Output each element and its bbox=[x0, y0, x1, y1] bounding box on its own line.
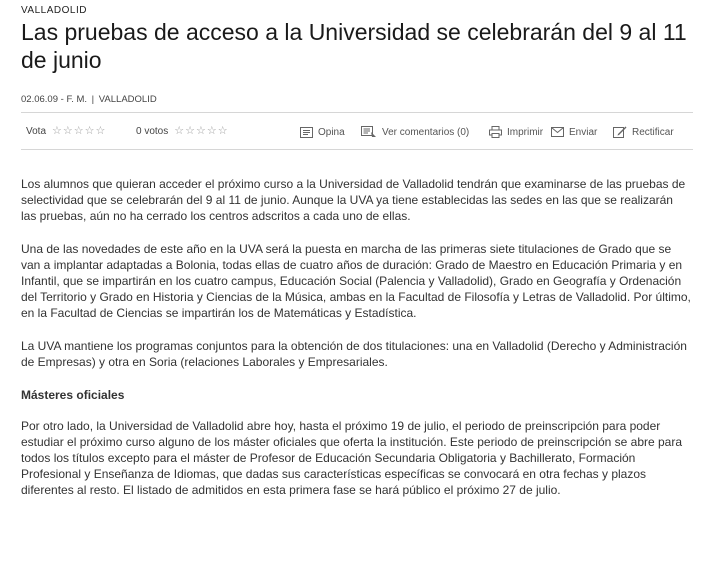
section-tag[interactable]: VALLADOLID bbox=[21, 5, 87, 16]
star-icon[interactable]: ☆ bbox=[52, 125, 62, 137]
byline bbox=[21, 94, 157, 105]
star-icon[interactable]: ☆ bbox=[73, 125, 84, 137]
star-icon: ☆ bbox=[196, 125, 206, 137]
star-icon: ☆ bbox=[206, 125, 217, 137]
print-icon bbox=[489, 126, 502, 138]
votes-count: 0 votos bbox=[136, 125, 169, 137]
byline-dash: - bbox=[60, 94, 64, 105]
vote-rating bbox=[26, 125, 106, 137]
headline: Las pruebas de acceso a la Universidad se celebrarán del 9 al 11 de junio bbox=[21, 19, 687, 73]
publish-date: 02.06.09 bbox=[21, 94, 58, 105]
send-button[interactable] bbox=[551, 127, 613, 138]
paragraph-2: Una de las novedades de este año en la UVA será la puesta en marcha de las primeras siete titulaciones de Grado que se van a implantar adaptadas a Bolonia, todas ellas de cuatro años de duración: Grado de Maestro en Educación Primaria y en Infantil, que se impartirán en los cuatro campus, Educación Social (Palencia y Valladolid), Grado en Geografía y Ordenación del Territorio y Grado en Historia y Ciencias de la Música, ambas en la Facultad de Filosofía y Letras de Valladolid. Por último, en la Facultad de Ciencias se impartirán los de Matemáticas y Estadística. bbox=[21, 242, 691, 320]
bottom-divider bbox=[21, 149, 693, 150]
vote-label: Vota bbox=[26, 125, 47, 137]
opina-button[interactable] bbox=[300, 127, 361, 138]
subheading-masters: Másteres oficiales bbox=[21, 388, 125, 402]
star-icon[interactable]: ☆ bbox=[84, 125, 95, 137]
vote-stars bbox=[52, 125, 106, 137]
comments-list-icon bbox=[361, 126, 377, 138]
opina-label: Opina bbox=[318, 126, 345, 138]
edit-icon bbox=[613, 126, 627, 138]
average-stars bbox=[174, 125, 228, 137]
star-icon: ☆ bbox=[185, 125, 195, 137]
paragraph-3: La UVA mantiene los programas conjuntos para la obtención de dos titulaciones: una en Valladolid (Derecho y Administración de Empresas) y otra en Soria (relaciones Laborales y Empresariales. bbox=[21, 339, 687, 369]
star-icon: ☆ bbox=[174, 125, 185, 137]
print-button[interactable] bbox=[489, 126, 551, 138]
send-label: Enviar bbox=[569, 126, 598, 138]
location: VALLADOLID bbox=[98, 94, 157, 105]
paragraph-4: Por otro lado, la Universidad de Valladolid abre hoy, hasta el próximo 19 de julio, el periodo de preinscripción para poder estudiar el próximo curso alguno de los máster oficiales que oferta la institución. Este periodo de preinscripción se abre para todos los títulos excepto para el máster de Profesor de Educación Secundaria Obligatoria y Bachillerato, Formación Profesional y Enseñanza de Idiomas, que dadas sus características específicas se convocará en otra fechas y plazos diferentes al resto. El listado de admitidos en esta primera fase se hará público el próximo 27 de julio. bbox=[21, 419, 683, 497]
print-label: Imprimir bbox=[507, 126, 544, 138]
article-body bbox=[21, 176, 691, 515]
star-icon[interactable]: ☆ bbox=[95, 125, 106, 137]
comment-icon bbox=[300, 127, 313, 138]
star-icon[interactable]: ☆ bbox=[62, 125, 73, 137]
average-rating bbox=[136, 125, 229, 137]
author: F. M. bbox=[66, 94, 88, 105]
rectify-button[interactable] bbox=[613, 126, 693, 138]
rectify-label: Rectificar bbox=[632, 126, 674, 138]
top-divider bbox=[21, 112, 693, 113]
view-comments-button[interactable] bbox=[361, 126, 489, 138]
envelope-icon bbox=[551, 127, 564, 137]
star-icon: ☆ bbox=[217, 125, 228, 137]
paragraph-1: Los alumnos que quieran acceder el próximo curso a la Universidad de Valladolid tendrán que examinarse de las pruebas de selectividad que se celebrarán del 9 al 11 de junio. Aunque la UVA ya tiene establecidas las sedes en las que se realizarán las pruebas, aún no ha cerrado los centros adscritos a cada uno de ellas. bbox=[21, 177, 686, 223]
byline-separator: | bbox=[91, 94, 95, 105]
article-toolbar bbox=[300, 126, 695, 138]
view-comments-label: Ver comentarios (0) bbox=[382, 126, 470, 138]
